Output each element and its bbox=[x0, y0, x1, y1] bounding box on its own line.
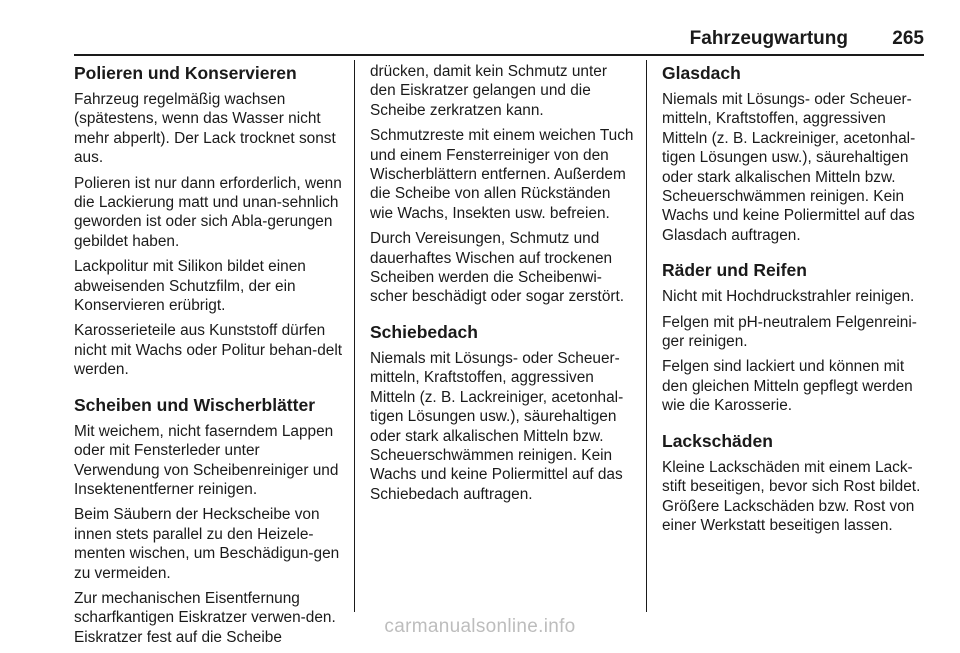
paragraph: Niemals mit Lösungs- oder Scheuer-mitteln, Kraftstoffen, aggressiven Mitteln (z. B. Lackreiniger, acetonhal-tigen Lösungen usw.), säurehaltigen oder stark alkalischen Mitteln bzw. Scheuerschwämmen reinigen. Kein Wachs und keine Poliermittel auf das Glasdach auftragen. bbox=[662, 91, 916, 244]
heading-polieren: Polieren und Konservieren bbox=[74, 63, 297, 83]
paragraph: Kleine Lackschäden mit einem Lack-stift beseitigen, bevor sich Rost bildet. Größere Lackschäden bzw. Rost von einer Werkstatt beseitigen lassen. bbox=[662, 458, 921, 534]
paragraph: Mit weichem, nicht faserndem Lappen oder mit Fensterleder unter Verwendung von Scheibenreiniger und Insektenentferner reinigen. bbox=[74, 422, 339, 498]
column-2 bbox=[370, 62, 636, 510]
heading-lackschaeden: Lackschäden bbox=[662, 430, 773, 451]
heading-raeder: Räder und Reifen bbox=[662, 260, 807, 281]
paragraph: drücken, damit kein Schmutz unter den Eiskratzer gelangen und die Scheibe zerkratzen kann. bbox=[370, 63, 607, 119]
column-3 bbox=[662, 62, 926, 541]
paragraph: Fahrzeug regelmäßig wachsen (spätestens, wenn das Wasser nicht mehr abperlt). Der Lack trocknet sonst aus. bbox=[74, 91, 336, 167]
heading-glasdach: Glasdach bbox=[662, 63, 741, 83]
watermark: carmanualsonline.info bbox=[384, 616, 576, 637]
heading-schiebedach: Schiebedach bbox=[370, 321, 478, 342]
paragraph: Schmutzreste mit einem weichen Tuch und einem Fensterreiniger von den Wischerblättern entfernen. Außerdem die Scheibe von allen Rückständen wie Wachs, Insekten usw. befreien. bbox=[370, 127, 634, 222]
paragraph: Felgen sind lackiert und können mit den gleichen Mitteln gepflegt werden wie die Karosserie. bbox=[662, 358, 913, 415]
paragraph: Durch Vereisungen, Schmutz und dauerhaftes Wischen auf trockenen Scheiben werden die Scheibenwi-scher beschädigt oder sogar zerstört. bbox=[370, 230, 625, 306]
page-header bbox=[74, 24, 924, 56]
heading-scheiben: Scheiben und Wischerblätter bbox=[74, 394, 316, 415]
paragraph: Zur mechanischen Eisentfernung scharfkantigen Eiskratzer verwen-den. Eiskratzer fest auf die Scheibe bbox=[74, 589, 336, 646]
paragraph: Niemals mit Lösungs- oder Scheuer-mitteln, Kraftstoffen, aggressiven Mitteln (z. B. Lackreiniger, acetonhal-tigen Lösungen usw.), säurehaltigen oder stark alkalischen Mitteln bzw. Scheuerschwämmen reinigen. Kein Wachs und keine Poliermittel auf das Schiebedach auftragen. bbox=[370, 349, 624, 503]
paragraph: Beim Säubern der Heckscheibe von innen stets parallel zu den Heizele-menten wischen, um Beschädigun-gen zu vermeiden. bbox=[74, 506, 340, 582]
paragraph: Nicht mit Hochdruckstrahler reinigen. bbox=[662, 288, 915, 306]
column-divider bbox=[646, 60, 647, 612]
paragraph: Karosserieteile aus Kunststoff dürfen nicht mit Wachs oder Politur behan-delt werden. bbox=[74, 322, 343, 379]
chapter-title: Fahrzeugwartung bbox=[689, 28, 848, 49]
page-number: 265 bbox=[892, 28, 924, 49]
column-divider bbox=[354, 60, 355, 612]
column-1 bbox=[74, 62, 346, 653]
paragraph: Felgen mit pH-neutralem Felgenreini-ger reinigen. bbox=[662, 313, 917, 351]
paragraph: Polieren ist nur dann erforderlich, wenn die Lackierung matt und unan-sehnlich geworden ist oder sich Abla-gerungen gebildet haben. bbox=[74, 174, 342, 250]
paragraph: Lackpolitur mit Silikon bildet einen abweisenden Schutzfilm, der ein Konservieren erübrigt. bbox=[74, 258, 306, 315]
